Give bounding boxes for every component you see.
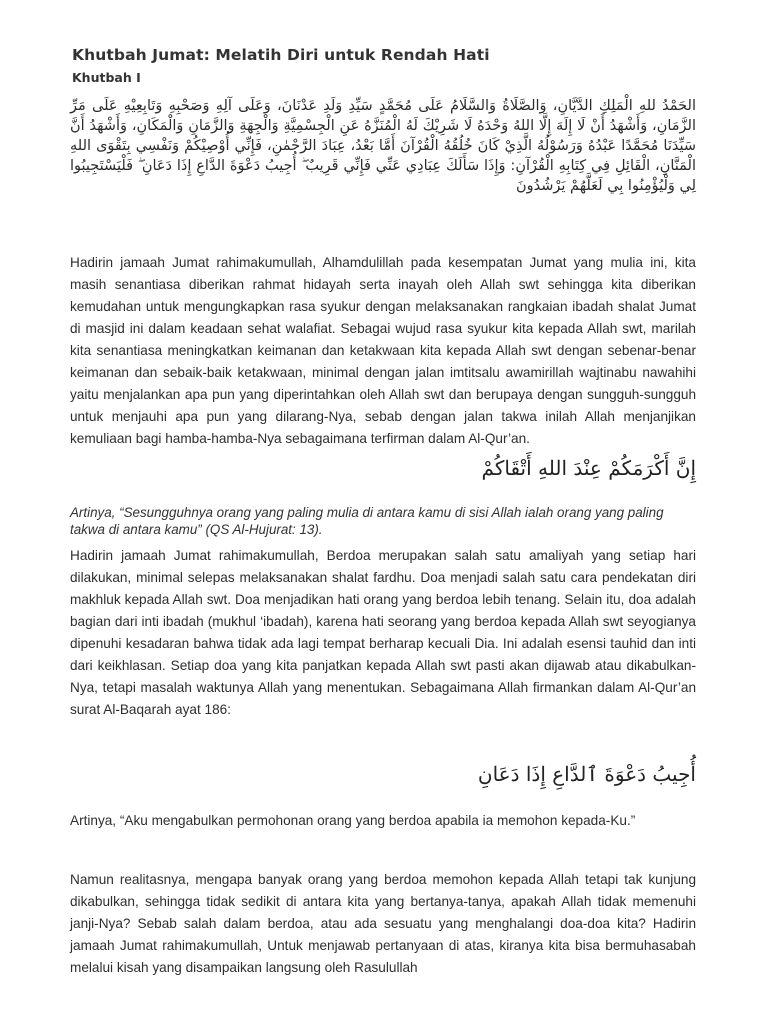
verse-1-translation: Artinya, “Sesungguhnya orang yang paling mulia di antara kamu di sisi Allah ialah orang yang paling takwa di antara kamu” (QS Al-Hujurat: 13). [70,505,664,537]
section-heading: Khutbah I [72,70,141,85]
verse-2-translation: Artinya, “Aku mengabulkan permohonan orang yang berdoa apabila ia memohon kepada-Ku.” [70,813,636,828]
quran-verse-1: إِنَّ أَكْرَمَكُمْ عِنْدَ اللهِ أَتْقَاكُمْ [481,456,696,480]
paragraph-2: Hadirin jamaah Jumat rahimakumullah, Berdoa merupakan salah satu amaliyah yang setiap hari dilakukan, minimal selepas melaksanakan shalat fardhu. Doa menjadi salah satu cara pendekatan diri makhluk kepada Allah swt. Doa menjadikan hati orang yang berdoa lebih tenang. Selain itu, doa adalah bagian dari inti ibadah (mukhul ‘ibadah), karena hati seorang yang berdoa kepada Allah swt seyogianya dipenuhi kesadaran bahwa tidak ada lagi tempat berharap kecuali Dia. Ini adalah esensi tauhid dan inti dari keikhlasan. Setiap doa yang kita panjatkan kepada Allah swt pasti akan dijawab atau dikabulkan-Nya, tetapi masalah waktunya Allah yang menentukan. Sebagaimana Allah firmankan dalam Al-Qur’an surat Al-Baqarah ayat 186: [70,548,696,717]
paragraph-3: Namun realitasnya, mengapa banyak orang yang berdoa memohon kepada Allah tetapi tak kunjung dikabulkan, sehingga tidak sedikit di antara kita yang bertanya-tanya, apakah Allah tidak memenuhi janji-Nya? Sebab salah dalam berdoa, atau ada sesuatu yang menghalangi doa-doa kita? Hadirin jamaah Jumat rahimakumullah, Untuk menjawab pertanyaan di atas, kiranya kita bisa bermuhasabah melalui kisah yang disampaikan langsung oleh Rasulullah [70,872,696,975]
paragraph-1: Hadirin jamaah Jumat rahimakumullah, Alhamdulillah pada kesempatan Jumat yang mulia ini, kita masih senantiasa diberikan rahmat hidayah serta inayah oleh Allah swt sehingga kita diberikan kemudahan untuk mengungkapkan rasa syukur dengan melaksanakan rangkaian ibadah shalat Jumat di masjid ini dalam keadaan sehat walafiat. Sebagai wujud rasa syukur kita kepada Allah swt, marilah kita senantiasa meningkatkan keimanan dan ketakwaan kita kepada Allah swt dengan sebenar-benar keimanan dan sebaik-baik ketakwaan, minimal dengan jalan imtitsalu awamirillah wajtinabu nawahihi yaitu menjalankan apa pun yang diperintahkan oleh Allah swt dan berupaya dengan sungguh-sungguh untuk menjauhi apa pun yang dilarang-Nya, sebab dengan jalan takwa inilah Allah menjanjikan kemuliaan bagi hamba-hamba-Nya sebagaimana terfirman dalam Al-Qur’an. [70,255,696,446]
document-title: Khutbah Jumat: Melatih Diri untuk Rendah Hati [72,46,490,64]
quran-verse-2: أُجِيبُ دَعْوَةَ ٱلدَّاعِ إِذَا دَعَانِ [477,762,696,786]
opening-arabic-text: الحَمْدُ للهِ الْمَلِكِ الدَّيَّانِ، وَالصَّلَاةُ وَالسَّلَامُ عَلَى مُحَمَّدٍ سَيِّدِ وَلَدِ عَدْنَانَ، وَعَلَى آلِهِ وَصَحْبِهِ وَتَابِعِيْهِ عَلَى مَرِّ الزَّمَانِ، وَأَشْهَدُ أَنْ لَا إِلَهَ إِلَّا اللهُ وَحْدَهُ لَا شَرِيْكَ لَهُ الْمُنَزَّهُ عَنِ الْجِسْمِيَّةِ وَالْجِهَةِ وَالزَّمَانِ وَالْمَكَانِ، وَأَشْهَدُ أَنَّ سَيِّدَنَا مُحَمَّدًا عَبْدُهُ وَرَسُوْلُهُ الَّذِيْ كَانَ خُلُقُهُ الْقُرْآنَ أَمَّا بَعْدُ، عِبَادَ الرَّحْمٰنِ، فَإِنِّي أُوْصِيْكُمْ وَنَفْسِي بِتَقْوَى اللهِ الْمَنَّانِ، الْقَائِلِ فِي كِتَابِهِ الْقُرْآنِ: وَإِذَا سَأَلَكَ عِبَادِي عَنِّي فَإِنِّي قَرِيبٌ ۖ أُجِيبُ دَعْوَةَ الدَّاعِ إِذَا دَعَانِ ۖ فَلْيَسْتَجِيبُوا لِي وَلْيُؤْمِنُوا بِي لَعَلَّهُمْ يَرْشُدُونَ [70,98,696,194]
